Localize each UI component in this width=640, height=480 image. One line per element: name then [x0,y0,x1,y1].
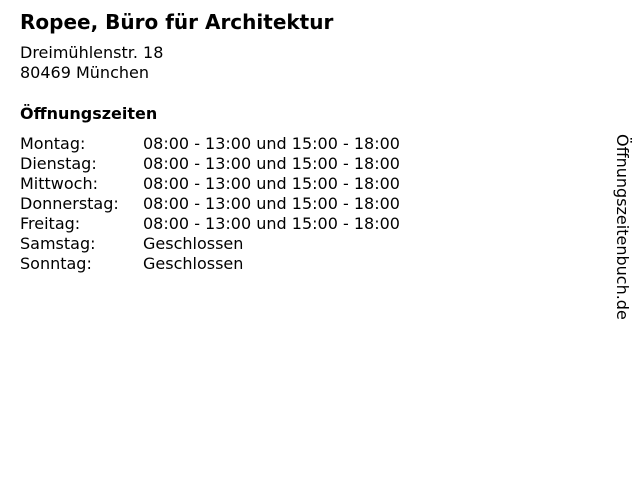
hours-row-thursday [20,194,400,214]
day-label: Montag: [20,134,86,153]
day-hours: 08:00 - 13:00 und 15:00 - 18:00 [143,134,400,153]
day-hours: 08:00 - 13:00 und 15:00 - 18:00 [143,174,400,193]
day-label: Sonntag: [20,254,92,273]
day-label: Freitag: [20,214,81,233]
business-name: Ropee, Büro für Architektur [20,10,334,34]
hours-row-friday [20,214,400,234]
day-hours: 08:00 - 13:00 und 15:00 - 18:00 [143,154,400,173]
opening-hours-table [20,134,400,274]
hours-row-saturday [20,234,400,254]
hours-row-tuesday [20,154,400,174]
day-hours: 08:00 - 13:00 und 15:00 - 18:00 [143,194,400,213]
day-label: Donnerstag: [20,194,119,213]
address-city: 80469 München [20,63,149,82]
day-label: Dienstag: [20,154,97,173]
day-label: Mittwoch: [20,174,98,193]
day-hours: Geschlossen [143,234,244,253]
site-watermark: Öffnungszeitenbuch.de [613,134,632,320]
day-hours: 08:00 - 13:00 und 15:00 - 18:00 [143,214,400,233]
opening-hours-title: Öffnungszeiten [20,104,158,123]
day-label: Samstag: [20,234,96,253]
day-hours: Geschlossen [143,254,244,273]
hours-row-wednesday [20,174,400,194]
hours-row-monday [20,134,400,154]
address [20,43,163,83]
address-street: Dreimühlenstr. 18 [20,43,164,62]
hours-row-sunday [20,254,400,274]
